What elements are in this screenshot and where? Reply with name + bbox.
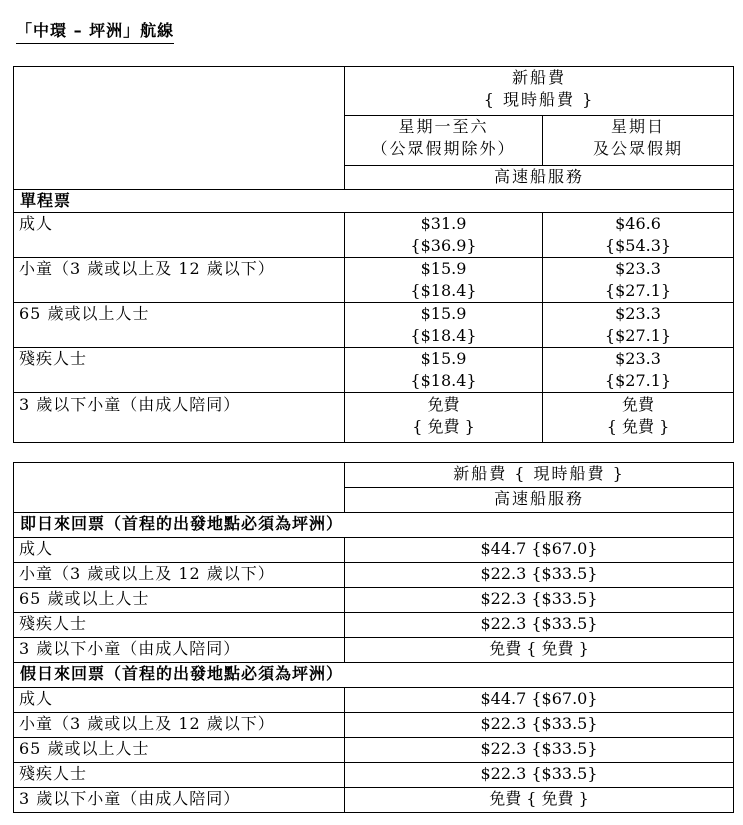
new-fare: $23.3 (615, 349, 661, 368)
weekday-fare-cell (345, 393, 543, 443)
fare-cell: 免費 { 免費 } (345, 638, 734, 663)
row-label: 3 歲以下小童（由成人陪同） (14, 393, 345, 443)
row-label: 65 歲或以上人士 (14, 738, 345, 763)
single-ticket-fare-table (13, 66, 734, 443)
service-label: 高速船服務 (345, 488, 734, 513)
new-fare: $15.9 (420, 304, 467, 323)
sunday-fare-cell (543, 348, 734, 393)
row-label: 成人 (14, 538, 345, 563)
return-ticket-fare-table (13, 462, 734, 813)
new-fare: $15.9 (420, 349, 467, 368)
fare-cell: $44.7 {$67.0} (345, 688, 734, 713)
current-fare: {$18.4} (410, 326, 477, 345)
row-label: 小童（3 歲或以上及 12 歲以下） (14, 713, 345, 738)
current-fare: { 免費 } (606, 417, 670, 436)
sunday-column-header (543, 116, 734, 166)
table-row (14, 538, 734, 563)
weekday-label: 星期一至六 (398, 117, 489, 136)
row-label: 成人 (14, 688, 345, 713)
table-row (14, 613, 734, 638)
table-row (14, 213, 734, 258)
fare-cell: $22.3 {$33.5} (345, 713, 734, 738)
section-heading-holiday-return: 假日來回票（首程的出發地點必須為坪洲） (14, 663, 734, 688)
row-label: 殘疾人士 (14, 763, 345, 788)
fare-header: 新船費 { 現時船費 } (345, 463, 734, 488)
new-fare: $15.9 (420, 259, 467, 278)
current-fare: {$54.3} (604, 236, 672, 255)
current-fare: { 免費 } (412, 417, 475, 436)
blank-header-cell (14, 463, 345, 513)
table-row (14, 713, 734, 738)
new-fare: $46.6 (615, 214, 661, 233)
sunday-fare-cell (543, 303, 734, 348)
weekday-fare-cell (345, 348, 543, 393)
row-label: 65 歲或以上人士 (14, 303, 345, 348)
row-label: 殘疾人士 (14, 348, 345, 393)
row-label: 殘疾人士 (14, 613, 345, 638)
current-fare-label: { 現時船費 } (483, 90, 595, 109)
table-row (14, 738, 734, 763)
table-row (14, 588, 734, 613)
new-fare: 免費 (427, 395, 460, 414)
service-label: 高速船服務 (345, 166, 734, 190)
current-fare: {$18.4} (410, 281, 477, 300)
weekday-column-header (345, 116, 543, 166)
sunday-label: 星期日 (611, 117, 666, 136)
section-heading-same-day-return: 即日來回票（首程的出發地點必須為坪洲） (14, 513, 734, 538)
sunday-fare-cell (543, 258, 734, 303)
new-fare-label: 新船費 (512, 68, 567, 87)
fare-cell: 免費 { 免費 } (345, 788, 734, 813)
current-fare: {$27.1} (604, 281, 672, 300)
table-row (14, 763, 734, 788)
row-label: 3 歲以下小童（由成人陪同） (14, 788, 345, 813)
table-row (14, 258, 734, 303)
table-row (14, 688, 734, 713)
section-heading-single: 單程票 (14, 190, 734, 213)
table-row (14, 563, 734, 588)
sunday-fare-cell (543, 213, 734, 258)
row-label: 成人 (14, 213, 345, 258)
fare-cell: $22.3 {$33.5} (345, 738, 734, 763)
weekday-fare-cell (345, 258, 543, 303)
new-fare: $23.3 (615, 259, 661, 278)
table-row (14, 638, 734, 663)
current-fare: {$27.1} (604, 371, 672, 390)
weekday-fare-cell (345, 213, 543, 258)
fare-cell: $44.7 {$67.0} (345, 538, 734, 563)
row-label: 3 歲以下小童（由成人陪同） (14, 638, 345, 663)
sunday-fare-cell (543, 393, 734, 443)
weekday-note: （公眾假期除外） (371, 139, 516, 158)
table-row (14, 303, 734, 348)
blank-header-cell (14, 67, 345, 190)
table-row (14, 788, 734, 813)
current-fare: {$36.9} (410, 236, 477, 255)
row-label: 小童（3 歲或以上及 12 歲以下） (14, 563, 345, 588)
current-fare: {$18.4} (410, 371, 477, 390)
new-fare: $31.9 (420, 214, 467, 233)
fare-cell: $22.3 {$33.5} (345, 588, 734, 613)
new-fare: 免費 (622, 395, 655, 414)
weekday-fare-cell (345, 303, 543, 348)
new-fare: $23.3 (615, 304, 661, 323)
row-label: 小童（3 歲或以上及 12 歲以下） (14, 258, 345, 303)
fare-header (345, 67, 734, 116)
fare-cell: $22.3 {$33.5} (345, 763, 734, 788)
fare-cell: $22.3 {$33.5} (345, 613, 734, 638)
table-row (14, 348, 734, 393)
table-row (14, 393, 734, 443)
fare-cell: $22.3 {$33.5} (345, 563, 734, 588)
page-title: 「中環 – 坪洲」航線 (16, 20, 174, 44)
sunday-note: 及公眾假期 (593, 139, 684, 158)
current-fare: {$27.1} (604, 326, 672, 345)
row-label: 65 歲或以上人士 (14, 588, 345, 613)
